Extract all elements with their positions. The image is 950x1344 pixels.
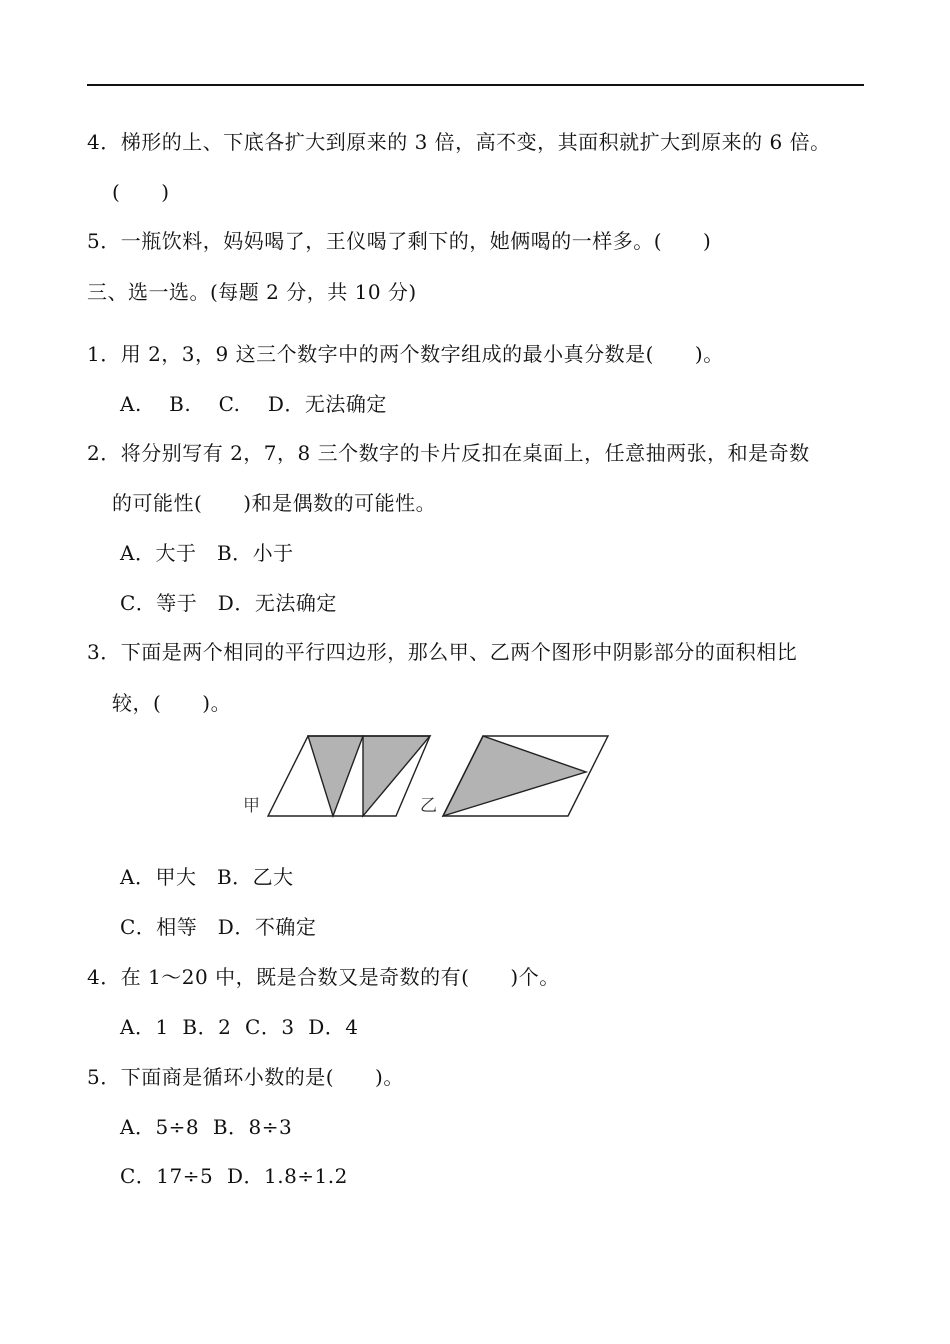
choice-question-4: 4．在 1～20 中，既是合数又是奇数的有( )个。 [87, 965, 560, 989]
label-jia: 甲 [243, 796, 260, 816]
section-heading-choose: 三、选一选。(每题 2 分，共 10 分) [87, 280, 417, 304]
judge-item-4: 4．梯形的上、下底各扩大到原来的 3 倍，高不变，其面积就扩大到原来的 6 倍。 [87, 130, 831, 154]
judge-item-5: 5．一瓶饮料，妈妈喝了，王仪喝了剩下的，她俩喝的一样多。( ) [87, 229, 712, 253]
choice-question-2-options-cd[interactable]: C．等于 D．无法确定 [120, 591, 337, 615]
choice-question-5: 5．下面商是循环小数的是( )。 [87, 1065, 404, 1089]
choice-question-5-options-ab[interactable]: A．5÷8 B．8÷3 [120, 1115, 293, 1139]
choice-question-1: 1．用 2，3，9 这三个数字中的两个数字组成的最小真分数是( )。 [87, 342, 724, 366]
judge-item-4-answer-blank[interactable]: ( ) [112, 180, 170, 204]
choice-question-4-options[interactable]: A．1 B．2 C．3 D．4 [120, 1015, 359, 1039]
choice-question-3-cont: 较，( )。 [112, 691, 232, 715]
choice-question-2-options-ab[interactable]: A．大于 B．小于 [120, 541, 294, 565]
choice-question-3: 3．下面是两个相同的平行四边形，那么甲、乙两个图形中阴影部分的面积相比 [87, 640, 798, 664]
label-yi: 乙 [420, 796, 437, 816]
yi-shade [443, 736, 586, 816]
header-rule [87, 84, 864, 86]
choice-question-5-options-cd[interactable]: C．17÷5 D．1.8÷1.2 [120, 1164, 348, 1188]
parallelogram-figure [238, 730, 610, 824]
choice-question-2: 2．将分别写有 2，7，8 三个数字的卡片反扣在桌面上，任意抽两张，和是奇数 [87, 441, 810, 465]
choice-question-3-options-ab[interactable]: A．甲大 B．乙大 [120, 865, 294, 889]
choice-question-2-cont: 的可能性( )和是偶数的可能性。 [112, 491, 437, 515]
jia-shade-left [308, 736, 363, 816]
choice-question-1-options[interactable]: A. B. C. D．无法确定 [120, 392, 387, 416]
choice-question-3-options-cd[interactable]: C．相等 D．不确定 [120, 915, 317, 939]
